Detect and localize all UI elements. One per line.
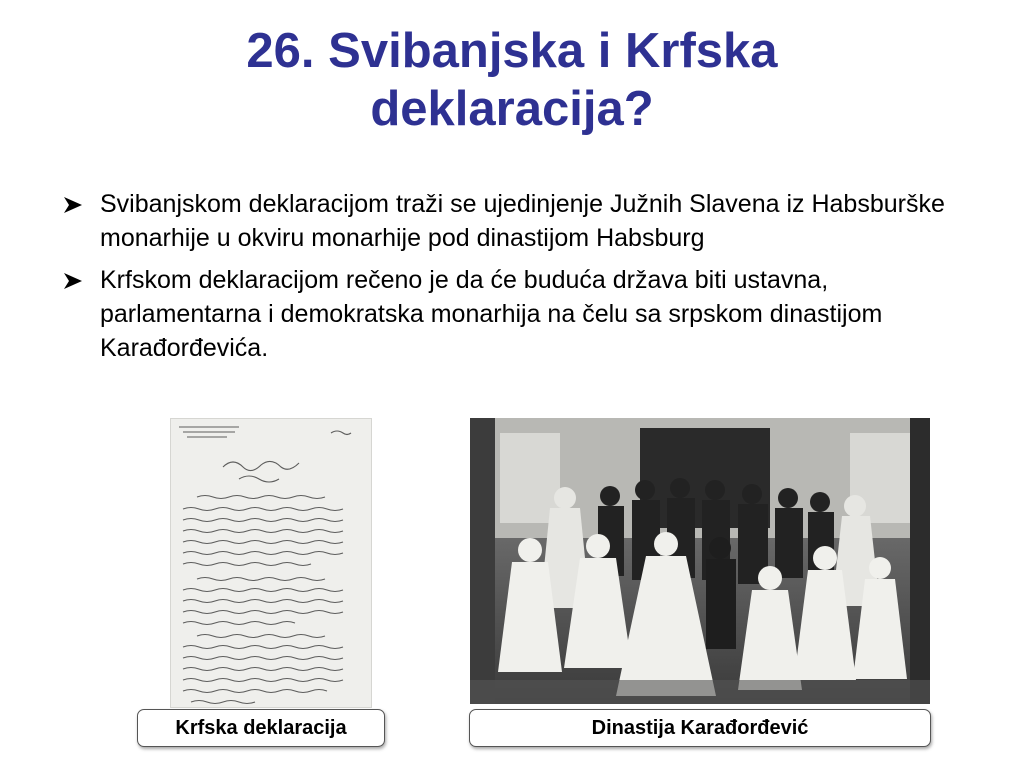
slide-title-line-1: 26. Svibanjska i Krfska [246,24,778,78]
arrowhead-bullet-icon [62,270,84,292]
arrowhead-bullet-icon [62,194,84,216]
slide-title-line-2: deklaracija? [370,82,654,136]
caption-dinastija-karadjordjevic: Dinastija Karađorđević [469,709,931,747]
caption-krfska-deklaracija: Krfska deklaracija [137,709,385,747]
slide-title [0,22,1024,138]
karadjordjevic-dynasty-group-photo [470,418,930,704]
bullet-text: Svibanjskom deklaracijom traži se ujedinjenje Južnih Slavena iz Habsburške monarhije u okviru monarhije pod dinastijom Habsburg [100,190,945,252]
bullet-item [62,187,972,255]
group-photograph-image [470,418,930,704]
bullet-list [62,187,972,373]
bullet-text: Krfskom deklaracijom rečeno je da će buduća država biti ustavna, parlamentarna i demokratska monarhija na čelu sa srpskom dinastijom Karađorđevića. [100,266,883,362]
bullet-item [62,263,972,365]
handwritten-document-image [171,419,371,707]
krfska-deklaracija-document-photo [170,418,372,708]
